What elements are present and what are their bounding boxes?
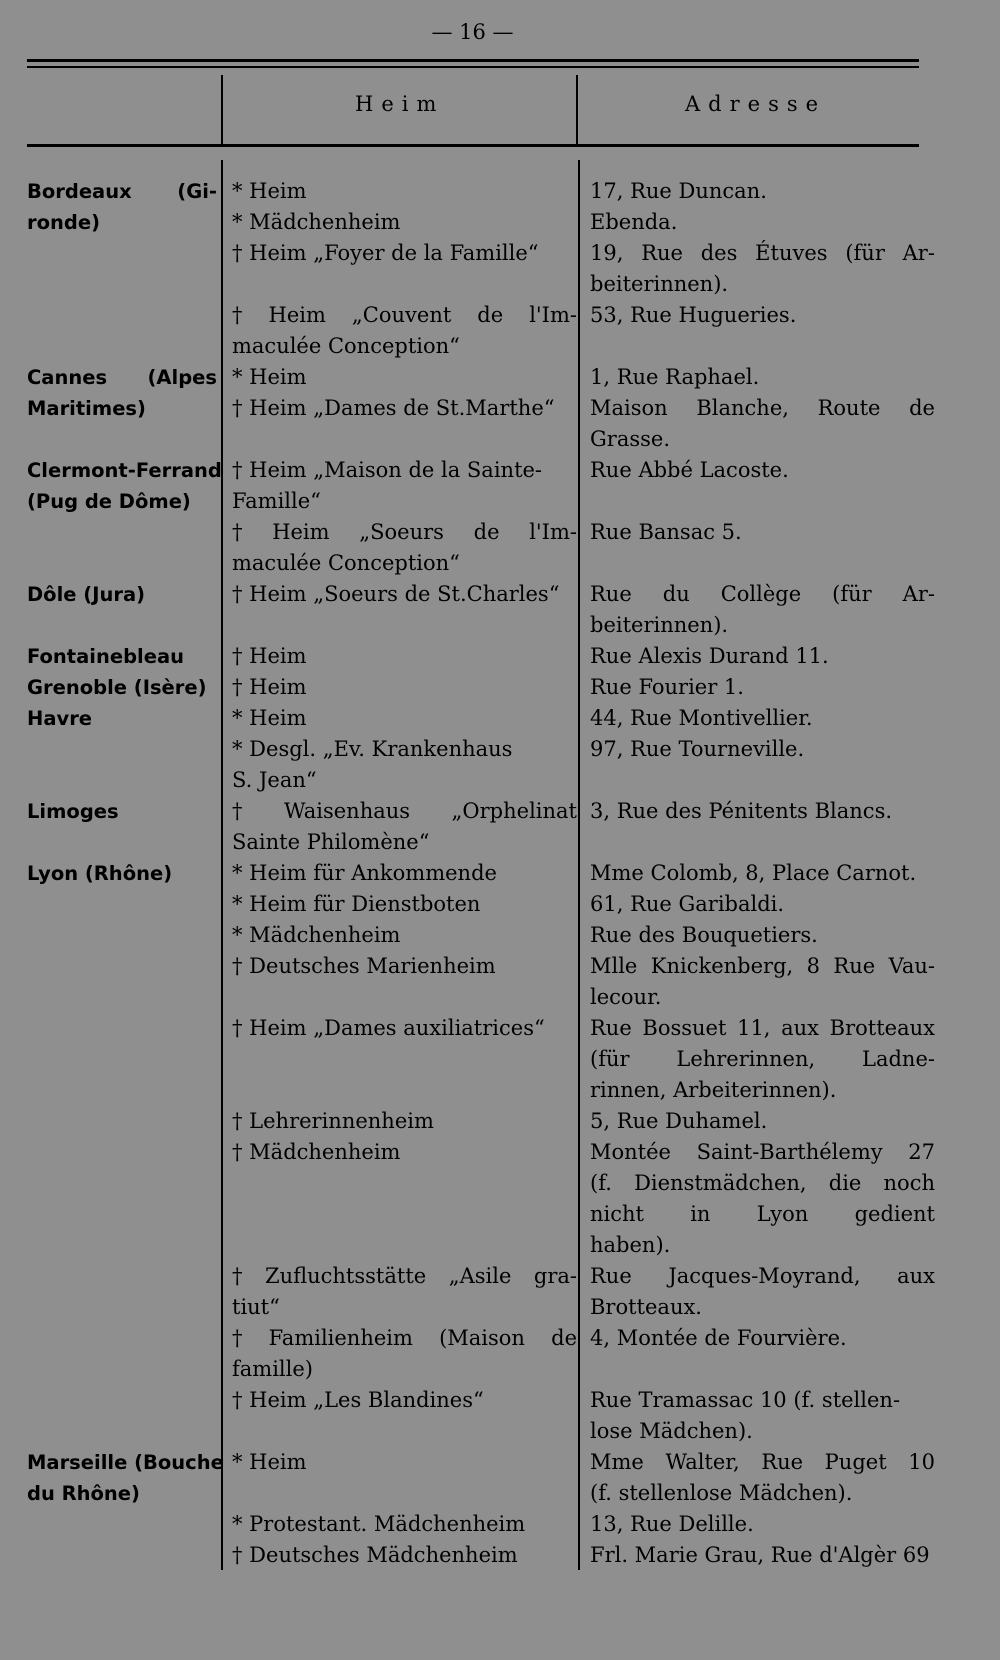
table-row bbox=[0, 176, 945, 207]
address-cell: Rue Bossuet 11, aux Brotteaux bbox=[590, 1016, 935, 1040]
city-cell: Fontainebleau bbox=[27, 645, 184, 668]
city-cell: Clermont-Ferrand bbox=[27, 459, 222, 482]
heim-cell: † Familienheim (Maison de bbox=[232, 1326, 577, 1350]
city-cell: ronde) bbox=[27, 211, 100, 234]
address-cell: Mlle Knickenberg, 8 Rue Vau- bbox=[590, 954, 935, 978]
address-cell: Rue Jacques-Moyrand, aux bbox=[590, 1264, 935, 1288]
table-row bbox=[0, 1509, 945, 1540]
table-row bbox=[0, 1199, 945, 1230]
table-row bbox=[0, 1478, 945, 1509]
table-row bbox=[0, 238, 945, 269]
address-cell: Mme Walter, Rue Puget 10 bbox=[590, 1450, 935, 1474]
table-row bbox=[0, 796, 945, 827]
top-rule-thin bbox=[27, 66, 919, 68]
address-cell: Rue Fourier 1. bbox=[590, 675, 744, 699]
heim-cell: † Heim „Soeurs de St.Charles“ bbox=[232, 582, 560, 606]
heim-cell: † Heim bbox=[232, 644, 307, 668]
heim-cell: † Lehrerinnenheim bbox=[232, 1109, 434, 1133]
table-row bbox=[0, 1447, 945, 1478]
table-row bbox=[0, 1230, 945, 1261]
table-row bbox=[0, 207, 945, 238]
city-cell: Havre bbox=[27, 707, 93, 730]
table-row bbox=[0, 703, 945, 734]
city-cell: Limoges bbox=[27, 800, 119, 823]
heim-cell: tiut“ bbox=[232, 1295, 280, 1319]
address-cell: beiterinnen). bbox=[590, 613, 729, 637]
table-row bbox=[0, 1168, 945, 1199]
city-cell: Marseille (Bouche bbox=[27, 1451, 224, 1474]
table-row bbox=[0, 331, 945, 362]
address-cell: (für Lehrerinnen, Ladne- bbox=[590, 1047, 935, 1071]
city-cell: (Pug de Dôme) bbox=[27, 490, 191, 513]
heim-cell: * Heim bbox=[232, 365, 307, 389]
address-cell: 1, Rue Raphael. bbox=[590, 365, 760, 389]
heim-cell: † Heim „Foyer de la Famille“ bbox=[232, 241, 539, 265]
table-row bbox=[0, 486, 945, 517]
address-cell: lose Mädchen). bbox=[590, 1419, 753, 1443]
address-cell: lecour. bbox=[590, 985, 662, 1009]
heim-cell: † Heim „Les Blandines“ bbox=[232, 1388, 484, 1412]
address-cell: 53, Rue Hugueries. bbox=[590, 303, 797, 327]
address-cell: Frl. Marie Grau, Rue d'Algèr 69 bbox=[590, 1543, 930, 1567]
address-cell: rinnen, Arbeiterinnen). bbox=[590, 1078, 837, 1102]
address-cell: beiterinnen). bbox=[590, 272, 729, 296]
address-cell: Montée Saint-Barthélemy 27 bbox=[590, 1140, 935, 1164]
heim-cell: * Heim bbox=[232, 706, 307, 730]
table-row bbox=[0, 1106, 945, 1137]
city-cell: Bordeaux (Gi- bbox=[27, 180, 217, 203]
heim-cell: † Heim „Dames auxiliatrices“ bbox=[232, 1016, 545, 1040]
table-row bbox=[0, 362, 945, 393]
address-cell: Ebenda. bbox=[590, 210, 678, 234]
table-row bbox=[0, 455, 945, 486]
heim-cell: † Heim „Soeurs de l'Im- bbox=[232, 520, 577, 544]
table-row bbox=[0, 610, 945, 641]
heim-cell: * Heim für Dienstboten bbox=[232, 892, 481, 916]
address-cell: 17, Rue Duncan. bbox=[590, 179, 767, 203]
city-cell: du Rhône) bbox=[27, 1482, 140, 1505]
header-rule bbox=[27, 144, 919, 147]
table-row bbox=[0, 1416, 945, 1447]
address-cell: haben). bbox=[590, 1233, 671, 1257]
address-cell: (f. stellenlose Mädchen). bbox=[590, 1481, 853, 1505]
heim-cell: * Protestant. Mädchenheim bbox=[232, 1512, 526, 1536]
address-cell: Brotteaux. bbox=[590, 1295, 702, 1319]
heim-cell: † Heim „Couvent de l'Im- bbox=[232, 303, 577, 327]
table-row bbox=[0, 1323, 945, 1354]
address-cell: 4, Montée de Fourvière. bbox=[590, 1326, 847, 1350]
heim-cell: * Mädchenheim bbox=[232, 210, 401, 234]
address-cell: Maison Blanche, Route de bbox=[590, 396, 935, 420]
city-cell: Grenoble (Isère) bbox=[27, 676, 207, 699]
table-row bbox=[0, 982, 945, 1013]
heim-cell: * Heim bbox=[232, 1450, 307, 1474]
address-cell: Rue Bansac 5. bbox=[590, 520, 742, 544]
address-cell: Rue Alexis Durand 11. bbox=[590, 644, 829, 668]
address-cell: (f. Dienstmädchen, die noch bbox=[590, 1171, 935, 1195]
table-row bbox=[0, 269, 945, 300]
address-cell: 3, Rue des Pénitents Blancs. bbox=[590, 799, 893, 823]
heim-cell: Famille“ bbox=[232, 489, 321, 513]
city-cell: Lyon (Rhône) bbox=[27, 862, 173, 885]
table-row bbox=[0, 1261, 945, 1292]
table-row bbox=[0, 517, 945, 548]
table-row bbox=[0, 548, 945, 579]
heim-cell: * Heim für Ankommende bbox=[232, 861, 497, 885]
address-cell: 61, Rue Garibaldi. bbox=[590, 892, 785, 916]
table-row bbox=[0, 1354, 945, 1385]
city-cell: Dôle (Jura) bbox=[27, 583, 146, 606]
heim-cell: * Desgl. „Ev. Krankenhaus bbox=[232, 737, 513, 761]
address-cell: Mme Colomb, 8, Place Carnot. bbox=[590, 861, 917, 885]
address-cell: 97, Rue Tourneville. bbox=[590, 737, 805, 761]
table-row bbox=[0, 672, 945, 703]
table-row bbox=[0, 300, 945, 331]
heim-cell: maculée Conception“ bbox=[232, 551, 460, 575]
table-row bbox=[0, 424, 945, 455]
table-row bbox=[0, 1075, 945, 1106]
heim-cell: maculée Conception“ bbox=[232, 334, 460, 358]
heim-cell: * Heim bbox=[232, 179, 307, 203]
header-divider-left bbox=[221, 75, 223, 145]
table-row bbox=[0, 920, 945, 951]
table-row bbox=[0, 951, 945, 982]
table-row bbox=[0, 889, 945, 920]
table-row bbox=[0, 393, 945, 424]
heim-cell: † Heim „Dames de St.Marthe“ bbox=[232, 396, 555, 420]
table-row bbox=[0, 827, 945, 858]
address-cell: Rue Tramassac 10 (f. stellen- bbox=[590, 1388, 901, 1412]
column-header-heim: Heim bbox=[355, 92, 445, 116]
table-row bbox=[0, 579, 945, 610]
heim-cell: Sainte Philomène“ bbox=[232, 830, 430, 854]
table-row bbox=[0, 1385, 945, 1416]
top-rule bbox=[27, 59, 919, 62]
heim-cell: † Zufluchtsstätte „Asile gra- bbox=[232, 1264, 577, 1288]
heim-cell: famille) bbox=[232, 1357, 313, 1381]
heim-cell: * Mädchenheim bbox=[232, 923, 401, 947]
address-cell: Rue du Collège (für Ar- bbox=[590, 582, 935, 606]
address-cell: Grasse. bbox=[590, 427, 670, 451]
table-row bbox=[0, 1540, 945, 1571]
heim-cell: † Heim „Maison de la Sainte- bbox=[232, 458, 543, 482]
heim-cell: † Waisenhaus „Orphelinat bbox=[232, 799, 577, 823]
address-cell: Rue des Bouquetiers. bbox=[590, 923, 818, 947]
table-row bbox=[0, 765, 945, 796]
heim-cell: † Deutsches Mädchenheim bbox=[232, 1543, 518, 1567]
table-row bbox=[0, 734, 945, 765]
table-row bbox=[0, 858, 945, 889]
heim-cell: † Mädchenheim bbox=[232, 1140, 401, 1164]
header-divider-right bbox=[576, 75, 578, 145]
address-cell: 5, Rue Duhamel. bbox=[590, 1109, 768, 1133]
city-cell: Cannes (Alpes bbox=[27, 366, 217, 389]
address-cell: 44, Rue Montivellier. bbox=[590, 706, 813, 730]
table-row bbox=[0, 641, 945, 672]
address-cell: nicht in Lyon gedient bbox=[590, 1202, 935, 1226]
heim-cell: † Deutsches Marienheim bbox=[232, 954, 496, 978]
heim-cell: S. Jean“ bbox=[232, 768, 317, 792]
heim-cell: † Heim bbox=[232, 675, 307, 699]
table-row bbox=[0, 1013, 945, 1044]
table-row bbox=[0, 1044, 945, 1075]
city-cell: Maritimes) bbox=[27, 397, 146, 420]
page-number: — 16 — bbox=[431, 20, 514, 44]
table-row bbox=[0, 1137, 945, 1168]
table-row bbox=[0, 1292, 945, 1323]
column-header-adresse: Adresse bbox=[685, 92, 827, 116]
address-cell: Rue Abbé Lacoste. bbox=[590, 458, 789, 482]
address-cell: 13, Rue Delille. bbox=[590, 1512, 754, 1536]
address-cell: 19, Rue des Étuves (für Ar- bbox=[590, 241, 935, 265]
